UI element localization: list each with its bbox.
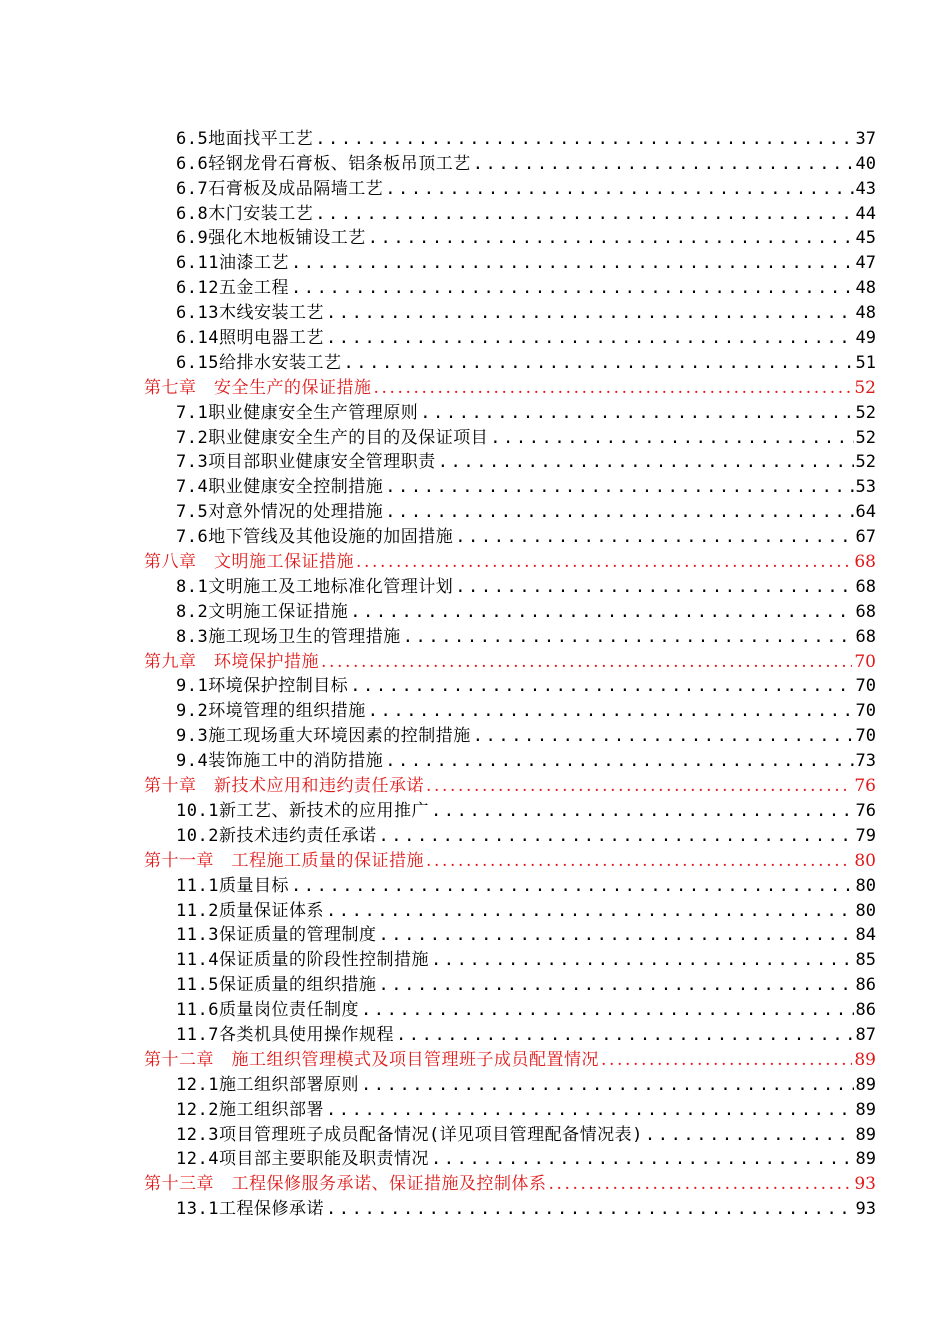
toc-page-number: 45: [855, 228, 876, 249]
toc-entry-title: 6.11油漆工艺: [176, 253, 289, 274]
toc-page-number: 52: [855, 402, 876, 423]
toc-entry-title: 8.2文明施工保证措施: [176, 601, 349, 622]
toc-entry-title: 6.8木门安装工艺: [176, 203, 314, 224]
toc-section-entry[interactable]: [176, 200, 876, 225]
toc-chapter-entry[interactable]: [144, 847, 876, 872]
toc-section-entry[interactable]: [176, 897, 876, 922]
toc-section-entry[interactable]: [176, 473, 876, 498]
toc-page-number: 80: [854, 850, 876, 871]
toc-entry-title: 6.7石膏板及成品隔墙工艺: [176, 178, 384, 199]
toc-page-number: 70: [855, 726, 876, 747]
toc-page-number: 87: [855, 1024, 876, 1045]
toc-section-entry[interactable]: [176, 573, 876, 598]
toc-dot-leader: [315, 128, 853, 150]
toc-dot-leader: [431, 1148, 854, 1170]
toc-entry-title: 11.1质量目标: [176, 875, 289, 896]
toc-section-entry[interactable]: [176, 324, 876, 349]
toc-entry-title: 6.9强化木地板铺设工艺: [176, 228, 366, 249]
toc-section-entry[interactable]: [176, 1146, 876, 1171]
toc-dot-leader: [378, 974, 853, 996]
toc-dot-leader: [321, 651, 852, 673]
toc-dot-leader: [350, 675, 853, 697]
toc-dot-leader: [368, 227, 854, 249]
toc-dot-leader: [426, 775, 852, 797]
toc-page-number: 70: [855, 676, 876, 697]
toc-page-number: 68: [854, 552, 876, 573]
toc-section-entry[interactable]: [176, 996, 876, 1021]
toc-page-number: 73: [855, 751, 876, 772]
toc-page-number: 37: [855, 128, 876, 149]
toc-entry-title: 第八章 文明施工保证措施: [144, 552, 354, 573]
toc-section-entry[interactable]: [176, 946, 876, 971]
toc-page-number: 89: [855, 1124, 876, 1145]
toc-entry-title: 7.5对意外情况的处理措施: [176, 502, 384, 523]
toc-section-entry[interactable]: [176, 299, 876, 324]
toc-dot-leader: [438, 451, 854, 473]
toc-section-entry[interactable]: [176, 697, 876, 722]
toc-entry-title: 第九章 环境保护措施: [144, 651, 319, 672]
toc-page-number: 52: [854, 377, 876, 398]
toc-section-entry[interactable]: [176, 1195, 876, 1220]
toc-entry-title: 7.6地下管线及其他设施的加固措施: [176, 527, 454, 548]
toc-entry-title: 6.15给排水安装工艺: [176, 352, 342, 373]
toc-section-entry[interactable]: [176, 225, 876, 250]
toc-dot-leader: [645, 1124, 854, 1146]
toc-entry-title: 11.4保证质量的阶段性控制措施: [176, 950, 429, 971]
toc-section-entry[interactable]: [176, 249, 876, 274]
toc-dot-leader: [431, 949, 854, 971]
toc-dot-leader: [473, 725, 854, 747]
toc-entry-title: 11.5保证质量的组织措施: [176, 975, 377, 996]
toc-page-number: 51: [855, 352, 876, 373]
toc-dot-leader: [350, 601, 853, 623]
toc-page-number: 68: [855, 626, 876, 647]
toc-page-number: 86: [855, 1000, 876, 1021]
toc-dot-leader: [361, 1074, 854, 1096]
toc-page-number: 47: [855, 253, 876, 274]
toc-page-number: 76: [855, 800, 876, 821]
toc-entry-title: 8.1文明施工及工地标准化管理计划: [176, 576, 454, 597]
toc-entry-title: 6.12五金工程: [176, 278, 289, 299]
toc-page-number: 80: [855, 900, 876, 921]
toc-entry-title: 9.1环境保护控制目标: [176, 676, 349, 697]
toc-section-entry[interactable]: [176, 424, 876, 449]
toc-section-entry[interactable]: [176, 523, 876, 548]
toc-section-entry[interactable]: [176, 1021, 876, 1046]
toc-page-number: 84: [855, 925, 876, 946]
toc-entry-title: 10.2新技术违约责任承诺: [176, 825, 377, 846]
toc-dot-leader: [326, 900, 854, 922]
toc-page-number: 89: [855, 1149, 876, 1170]
toc-section-entry[interactable]: [176, 971, 876, 996]
toc-chapter-entry[interactable]: [144, 548, 876, 573]
toc-section-entry[interactable]: [176, 872, 876, 897]
toc-page-number: 48: [855, 303, 876, 324]
toc-entry-title: 11.7各类机具使用操作规程: [176, 1024, 394, 1045]
toc-dot-leader: [326, 302, 854, 324]
toc-entry-title: 7.4职业健康安全控制措施: [176, 477, 384, 498]
toc-section-entry[interactable]: [176, 747, 876, 772]
toc-page-number: 40: [855, 153, 876, 174]
toc-page-number: 52: [855, 427, 876, 448]
toc-page-number: 70: [854, 651, 876, 672]
toc-section-entry[interactable]: [176, 175, 876, 200]
toc-entry-title: 第七章 安全生产的保证措施: [144, 377, 372, 398]
toc-entry-title: 6.6轻钢龙骨石膏板、铝条板吊顶工艺: [176, 153, 471, 174]
toc-section-entry[interactable]: [176, 797, 876, 822]
toc-entry-title: 10.1新工艺、新技术的应用推广: [176, 800, 429, 821]
toc-page-number: 49: [855, 328, 876, 349]
toc-page-number: 70: [855, 701, 876, 722]
toc-page-number: 64: [855, 502, 876, 523]
toc-entry-title: 7.1职业健康安全生产管理原则: [176, 402, 419, 423]
toc-dot-leader: [385, 501, 853, 523]
toc-section-entry[interactable]: [176, 1121, 876, 1146]
toc-entry-title: 12.1施工组织部署原则: [176, 1074, 359, 1095]
toc-entry-title: 11.6质量岗位责任制度: [176, 1000, 359, 1021]
table-of-contents: [0, 125, 950, 1220]
toc-page-number: 89: [855, 1099, 876, 1120]
toc-section-entry[interactable]: [176, 922, 876, 947]
toc-section-entry[interactable]: [176, 150, 876, 175]
toc-chapter-entry[interactable]: [144, 1046, 876, 1071]
toc-section-entry[interactable]: [176, 722, 876, 747]
toc-entry-title: 12.4项目部主要职能及职责情况: [176, 1149, 429, 1170]
toc-entry-title: 11.2质量保证体系: [176, 900, 324, 921]
toc-entry-title: 9.3施工现场重大环境因素的控制措施: [176, 726, 471, 747]
toc-dot-leader: [368, 700, 854, 722]
toc-section-entry[interactable]: [176, 822, 876, 847]
toc-dot-leader: [291, 277, 854, 299]
toc-chapter-entry[interactable]: [144, 374, 876, 399]
toc-section-entry[interactable]: [176, 399, 876, 424]
toc-page-number: 89: [854, 1049, 876, 1070]
toc-page-number: 76: [854, 776, 876, 797]
toc-entry-title: 13.1工程保修承诺: [176, 1199, 324, 1220]
toc-dot-leader: [374, 377, 853, 399]
toc-dot-leader: [426, 850, 852, 872]
toc-page-number: 52: [855, 452, 876, 473]
toc-page-number: 93: [855, 1199, 876, 1220]
toc-page-number: 48: [855, 278, 876, 299]
toc-chapter-entry[interactable]: [144, 648, 876, 673]
toc-dot-leader: [601, 1049, 852, 1071]
toc-section-entry[interactable]: [176, 598, 876, 623]
toc-page-number: 79: [855, 825, 876, 846]
toc-dot-leader: [291, 875, 854, 897]
toc-section-entry[interactable]: [176, 349, 876, 374]
toc-entry-title: 第十三章 工程保修服务承诺、保证措施及控制体系: [144, 1174, 547, 1195]
toc-entry-title: 11.3保证质量的管理制度: [176, 925, 377, 946]
toc-dot-leader: [385, 750, 853, 772]
toc-dot-leader: [326, 327, 854, 349]
toc-dot-leader: [315, 203, 853, 225]
toc-entry-title: 第十二章 施工组织管理模式及项目管理班子成员配置情况: [144, 1049, 599, 1070]
toc-chapter-entry[interactable]: [144, 1170, 876, 1195]
toc-page-number: 68: [855, 576, 876, 597]
toc-section-entry[interactable]: [176, 1071, 876, 1096]
toc-dot-leader: [420, 402, 853, 424]
toc-entry-title: 9.2环境管理的组织措施: [176, 701, 366, 722]
toc-dot-leader: [490, 427, 853, 449]
toc-page-number: 89: [855, 1074, 876, 1095]
toc-section-entry[interactable]: [176, 274, 876, 299]
toc-page-number: 44: [855, 203, 876, 224]
toc-section-entry[interactable]: [176, 449, 876, 474]
toc-page-number: 93: [854, 1174, 876, 1195]
toc-dot-leader: [378, 825, 853, 847]
toc-dot-leader: [473, 153, 854, 175]
toc-dot-leader: [403, 626, 854, 648]
toc-entry-title: 6.14照明电器工艺: [176, 328, 324, 349]
toc-page-number: 86: [855, 975, 876, 996]
toc-section-entry[interactable]: [176, 1096, 876, 1121]
toc-page-number: 53: [855, 477, 876, 498]
toc-dot-leader: [431, 800, 854, 822]
toc-entry-title: 9.4装饰施工中的消防措施: [176, 751, 384, 772]
toc-entry-title: 8.3施工现场卫生的管理措施: [176, 626, 401, 647]
toc-section-entry[interactable]: [176, 673, 876, 698]
toc-section-entry[interactable]: [176, 623, 876, 648]
toc-entry-title: 7.2职业健康安全生产的目的及保证项目: [176, 427, 489, 448]
toc-page-number: 67: [855, 527, 876, 548]
toc-dot-leader: [356, 551, 852, 573]
toc-dot-leader: [378, 924, 853, 946]
toc-dot-leader: [455, 576, 853, 598]
toc-entry-title: 6.5地面找平工艺: [176, 128, 314, 149]
toc-dot-leader: [455, 526, 853, 548]
toc-dot-leader: [291, 252, 854, 274]
toc-section-entry[interactable]: [176, 498, 876, 523]
toc-chapter-entry[interactable]: [144, 772, 876, 797]
toc-entry-title: 第十章 新技术应用和违约责任承诺: [144, 776, 424, 797]
toc-dot-leader: [396, 1024, 854, 1046]
toc-dot-leader: [549, 1173, 853, 1195]
toc-dot-leader: [326, 1099, 854, 1121]
toc-page-number: 80: [855, 875, 876, 896]
toc-entry-title: 第十一章 工程施工质量的保证措施: [144, 850, 424, 871]
toc-page-number: 68: [855, 601, 876, 622]
toc-dot-leader: [343, 352, 853, 374]
toc-dot-leader: [361, 999, 854, 1021]
toc-entry-title: 6.13木线安装工艺: [176, 303, 324, 324]
toc-dot-leader: [385, 476, 853, 498]
toc-section-entry[interactable]: [176, 125, 876, 150]
toc-entry-title: 7.3项目部职业健康安全管理职责: [176, 452, 436, 473]
toc-page-number: 43: [855, 178, 876, 199]
toc-entry-title: 12.2施工组织部署: [176, 1099, 324, 1120]
toc-entry-title: 12.3项目管理班子成员配备情况(详见项目管理配备情况表): [176, 1124, 643, 1145]
toc-dot-leader: [385, 178, 853, 200]
toc-page-number: 85: [855, 950, 876, 971]
toc-dot-leader: [326, 1198, 854, 1220]
